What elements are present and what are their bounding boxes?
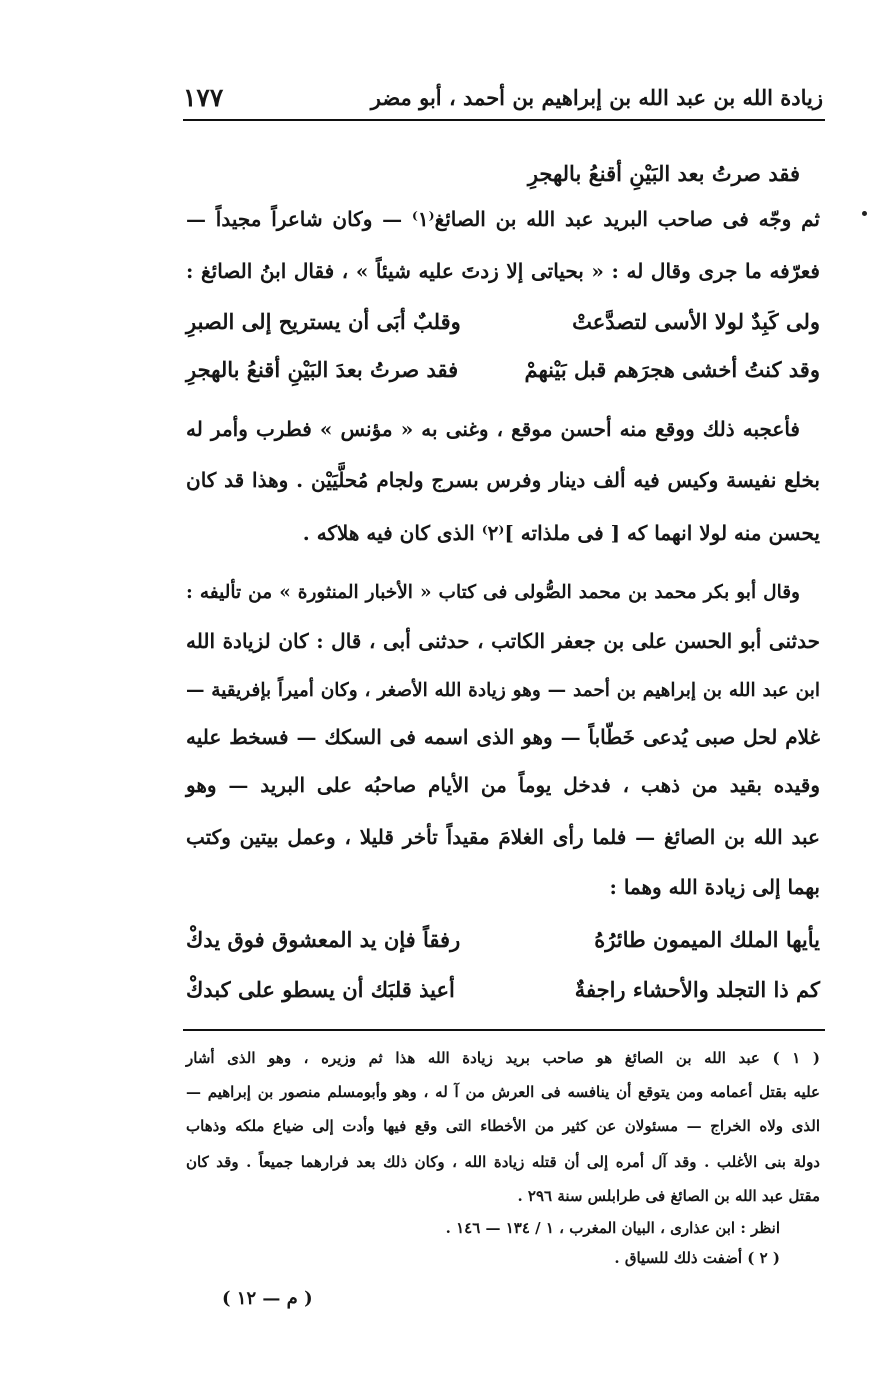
verse-right-hemistich: كم ذا التجلد والأحشاء راجفةٌ bbox=[574, 977, 820, 1002]
text-line: وقيده بقيد من ذهب ، فدخل يوماً من الأيام صاحبُه على البريد — وهو bbox=[186, 773, 820, 797]
footnote-line: ( ٢ ) أضفت ذلك للسياق . bbox=[614, 1249, 780, 1267]
text-line: فأعجبه ذلك ووقع منه أحسن موقع ، وغنى به « مؤنس » فطرب وأمر له bbox=[186, 417, 800, 441]
footnote-line: عليه بقتل أعمامه ومن يتوقع أن ينافسه فى العرش من آ له ، وهو وأبومسلم منصور بن إبراهيم — bbox=[186, 1083, 820, 1101]
verse-left-hemistich: رفقاً فإن يد المعشوق فوق يدكْ bbox=[186, 927, 461, 952]
verse-left-hemistich: فقد صرتُ بعدَ البَيْنِ أقنعُ بالهجرِ bbox=[186, 357, 459, 382]
verse-right-hemistich: وقد كنتُ أخشى هجرَهم قبل بَيْنهمْ bbox=[524, 357, 820, 382]
header-rule bbox=[183, 119, 825, 121]
footnote-line: مقتل عبد الله بن الصائغ فى طرابلس سنة ٢٩٦ . bbox=[517, 1187, 820, 1205]
running-title: زيادة الله بن عبد الله بن إبراهيم بن أحمد ، أبو مضر bbox=[370, 84, 823, 110]
page-header bbox=[183, 82, 823, 112]
poem-verse bbox=[186, 354, 820, 386]
verse-hemistich: فقد صرتُ بعد البَيْنِ أقنعُ بالهجرِ bbox=[527, 161, 800, 186]
text-line: عبد الله بن الصائغ — فلما رأى الغلامَ مقيداً تأخر قليلا ، وعمل بيتين وكتب bbox=[186, 825, 820, 849]
text-line: ابن عبد الله بن إبراهيم بن أحمد — وهو زيادة الله الأصغر ، وكان أميراً بإفريقية — bbox=[186, 680, 820, 701]
signature-mark: ( م — ١٢ ) bbox=[222, 1288, 313, 1309]
text-line: وقال أبو بكر محمد بن محمد الصُّولى فى كتاب « الأخبار المنثورة » من تأليفه : bbox=[186, 582, 800, 603]
poem-verse bbox=[186, 306, 820, 338]
poem-verse bbox=[186, 924, 820, 956]
footnote-line: دولة بنى الأغلب . وقد آل أمره إلى أن قتله زيادة الله ، وكان ذلك بعد فرارهما جميعاً . وقد كان bbox=[186, 1153, 820, 1171]
verse-line bbox=[186, 158, 820, 190]
poem-verse bbox=[186, 974, 820, 1006]
page-number: ١٧٧ bbox=[183, 82, 224, 112]
verse-left-hemistich: أعيذ قلبَك أن يسطو على كبدكْ bbox=[186, 977, 455, 1002]
text-line: ثم وجّه فى صاحب البريد عبد الله بن الصائغ⁽١⁾ — وكان شاعراً مجيداً — bbox=[186, 207, 820, 231]
text-line: غلام لحل صبى يُدعى خَطّاباً — وهو الذى اسمه فى السكك — فسخط عليه bbox=[186, 725, 820, 749]
text-line: حدثنى أبو الحسن على بن جعفر الكاتب ، حدثنى أبى ، قال : كان لزيادة الله bbox=[186, 629, 820, 653]
footnote-rule bbox=[183, 1029, 825, 1031]
footnote-line: الذى ولاه الخراج — مسئولان عن كثير من الأخطاء التى وقع فيها وأدت إلى ضياع ملكه وذهاب bbox=[186, 1117, 820, 1135]
text-line: بهما إلى زيادة الله وهما : bbox=[609, 875, 820, 899]
text-line: فعرّفه ما جرى وقال له : « بحياتى إلا زدتَ عليه شيئاً » ، فقال ابنُ الصائغ : bbox=[186, 259, 820, 283]
text-line: بخلع نفيسة وكيس فيه ألف دينار وفرس بسرج ولجام مُحلَّيَيْن . وهذا قد كان bbox=[186, 468, 820, 492]
verse-right-hemistich: ولى كَبِدٌ لولا الأسى لتصدَّعتْ bbox=[572, 309, 820, 334]
text-line: يحسن منه لولا انهما كه [ فى ملذاته ]⁽٢⁾ الذى كان فيه هلاكه . bbox=[302, 521, 820, 545]
footnote-reference: انظر : ابن عذارى ، البيان المغرب ، ١ / ١٣٤ — ١٤٦ . bbox=[445, 1219, 780, 1237]
verse-left-hemistich: وقلبٌ أبَى أن يستريح إلى الصبرِ bbox=[186, 309, 461, 334]
margin-mark bbox=[862, 211, 867, 216]
footnote-line: ( ١ ) عبد الله بن الصائغ هو صاحب بريد زيادة الله هذا ثم وزيره ، وهو الذى أشار bbox=[186, 1049, 820, 1067]
verse-right-hemistich: يأيها الملك الميمون طائرُهُ bbox=[594, 927, 820, 952]
